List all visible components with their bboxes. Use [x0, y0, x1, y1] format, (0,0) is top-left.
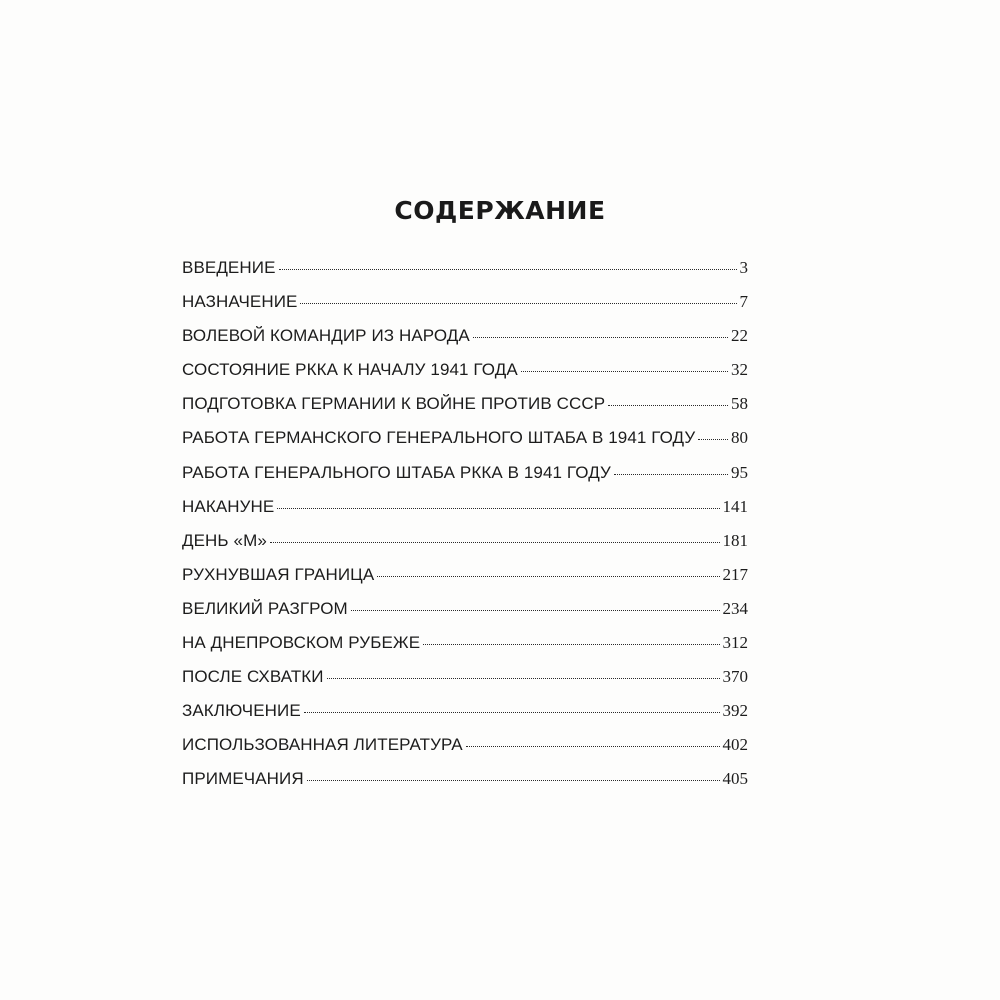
toc-list: [182, 258, 748, 804]
toc-entry: [182, 565, 748, 599]
toc-entry-label: НАКАНУНЕ: [182, 496, 275, 516]
toc-entry-page-number: 217: [722, 564, 748, 584]
toc-entry-label: ЗАКЛЮЧЕНИЕ: [182, 701, 301, 721]
toc-entry-label: ПОДГОТОВКА ГЕРМАНИИ К ВОЙНЕ ПРОТИВ СССР: [182, 394, 606, 414]
dot-leader: [608, 405, 728, 406]
dot-leader: [327, 678, 720, 679]
dot-leader: [614, 474, 728, 475]
toc-entry: [182, 735, 748, 769]
dot-leader: [270, 542, 720, 543]
toc-entry-page-number: 95: [731, 462, 748, 482]
toc-entry: [182, 633, 748, 667]
toc-entry-label: СОСТОЯНИЕ РККА К НАЧАЛУ 1941 ГОДА: [182, 360, 518, 380]
toc-entry-label: ПРИМЕЧАНИЯ: [182, 769, 304, 789]
toc-entry-page-number: 22: [731, 326, 748, 346]
dot-leader: [473, 337, 728, 338]
toc-entry: [182, 326, 748, 360]
dot-leader: [279, 269, 737, 270]
toc-entry-label: ВВЕДЕНИЕ: [182, 258, 276, 277]
toc-entry: [182, 599, 748, 633]
toc-entry: [182, 258, 748, 292]
toc-entry: [182, 360, 748, 394]
toc-entry-label: ПОСЛЕ СХВАТКИ: [182, 667, 324, 687]
toc-entry: [182, 292, 748, 326]
toc-entry-page-number: 80: [731, 428, 748, 448]
toc-entry-label: ВОЛЕВОЙ КОМАНДИР ИЗ НАРОДА: [182, 326, 470, 346]
toc-entry-label: РУХНУВШАЯ ГРАНИЦА: [182, 564, 375, 584]
toc-entry-label: ВЕЛИКИЙ РАЗГРОМ: [182, 598, 348, 618]
toc-entry-page-number: 32: [731, 360, 748, 380]
toc-entry: [182, 667, 748, 701]
toc-entry-page-number: 405: [722, 769, 748, 789]
toc-entry-page-number: 312: [722, 633, 748, 653]
toc-entry-page-number: 234: [722, 598, 748, 618]
toc-entry-page-number: 392: [722, 701, 748, 721]
toc-entry-label: НА ДНЕПРОВСКОМ РУБЕЖЕ: [182, 633, 421, 653]
toc-entry: [182, 463, 748, 497]
toc-title: СОДЕРЖАНИЕ: [394, 196, 606, 225]
dot-leader: [466, 746, 720, 747]
toc-entry-label: РАБОТА ГЕРМАНСКОГО ГЕНЕРАЛЬНОГО ШТАБА В 1941 ГОДУ: [182, 428, 696, 448]
dot-leader: [351, 610, 720, 611]
toc-entry-page-number: 370: [722, 667, 748, 687]
dot-leader: [423, 644, 719, 645]
toc-entry-label: РАБОТА ГЕНЕРАЛЬНОГО ШТАБА РККА В 1941 ГОДУ: [182, 462, 611, 482]
toc-entry-page-number: 402: [722, 735, 748, 755]
toc-entry: [182, 497, 748, 531]
toc-entry-page-number: 3: [739, 258, 748, 277]
toc-entry-page-number: 58: [731, 394, 748, 414]
dot-leader: [300, 303, 736, 304]
toc-entry-label: ИСПОЛЬЗОВАННАЯ ЛИТЕРАТУРА: [182, 735, 463, 755]
dot-leader: [377, 576, 719, 577]
dot-leader: [277, 508, 719, 509]
toc-entry: [182, 531, 748, 565]
toc-entry-page-number: 141: [722, 496, 748, 516]
toc-entry: [182, 769, 748, 803]
toc-entry: [182, 428, 748, 462]
toc-entry: [182, 701, 748, 735]
toc-entry-label: НАЗНАЧЕНИЕ: [182, 292, 298, 312]
toc-entry: [182, 394, 748, 428]
dot-leader: [698, 439, 728, 440]
dot-leader: [304, 712, 720, 713]
dot-leader: [521, 371, 728, 372]
toc-entry-label: ДЕНЬ «М»: [182, 530, 267, 550]
toc-entry-page-number: 181: [722, 530, 748, 550]
toc-entry-page-number: 7: [739, 292, 748, 312]
dot-leader: [307, 780, 720, 781]
